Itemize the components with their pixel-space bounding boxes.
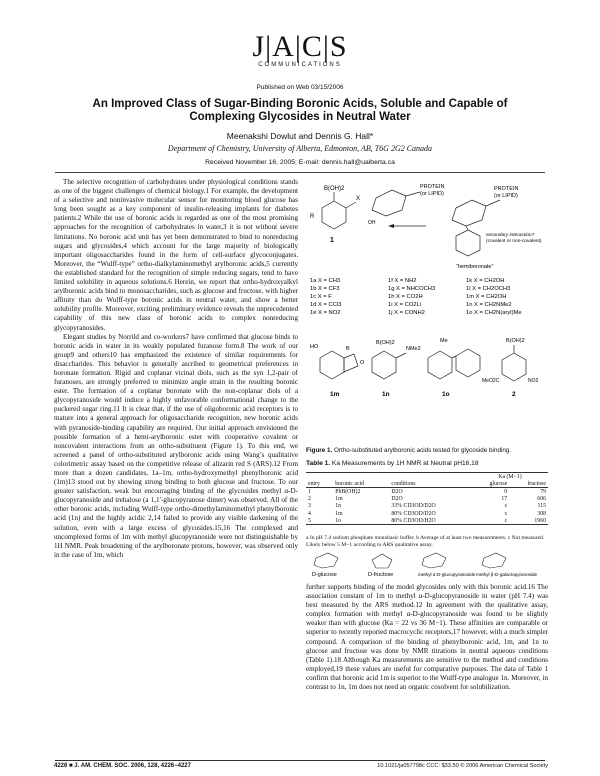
substituent-1d: 1d X = CCl3 (310, 302, 342, 308)
published-date: Published on Web 03/15/2006 (256, 84, 344, 91)
glucose-ring (314, 553, 338, 568)
sugar-scheme (306, 550, 548, 582)
sugar-label-glucose: D-glucose (312, 572, 337, 578)
col-header-boronic-acid: boronic acid (333, 480, 389, 488)
body-right-column (306, 583, 548, 692)
substituent-1n: 1n X = CH2NMe2 (466, 302, 512, 308)
figure-1 (306, 178, 548, 446)
compound-2-label: 2 (512, 391, 516, 398)
sugar-label-fructose: D-fructose (368, 572, 394, 578)
ka-header: Ka (M−1) (472, 473, 548, 481)
nme2-label: NMe2 (406, 346, 421, 352)
boronic-acid-label-2: B(OH)2 (506, 338, 525, 344)
received-line: Received November 16, 2005; E-mail: dennis.hall@ualberta.ca (205, 159, 395, 166)
substituent-1g: 1g X = NHCOCH3 (388, 286, 436, 292)
table-caption-text: Ka Measurements by 1H NMR at Neutral pH16,18 (331, 460, 479, 467)
me-label: Me (440, 338, 448, 344)
table-row: 3 1n 33% CD3OD/D2O c 115 (308, 503, 546, 510)
substituent-1a: 1a X = CH3 (310, 278, 341, 284)
hemiboronate-structure (452, 200, 500, 256)
figure-caption-text: Ortho-substituted arylboronic acids tested for glycoside binding. (334, 447, 512, 454)
methyl-glucopyranoside-ring (422, 553, 446, 568)
substituent-1c: 1c X = F (310, 294, 332, 300)
figure-caption-label: Figure 1. (306, 447, 333, 454)
glycoside-structure (372, 190, 420, 216)
paragraph: Elegant studies by Norrild and co-workers7 have confirmed that glucose binds to boronic acids in water in its weakly populated furanose form.8 The work of our group9 and others10 has emphasized the existence of similar requirements for disaccharides. This behavior is generally ascribed to geometrical preferences in boronate formation. Rigid and coplanar vicinal diols, such as the syn 1,2-pair of furanoses, are strongly preferred to minimize angle strain in the resulting boronic ester. The formation of a coplanar boronate with the non-coplanar diols of a glycopyranoside would induce a highly unfavorable conformational change to the puckered sugar ring.11 It is clear that, if the use of oligoboronic acid receptors is to mature into a general approach for oligosaccharide recognition, new boronic acids with pyranoside-binding capability are required. Our initial approach envisioned the possible formation of a hemi-arylboronic ester with cooperative covalent or noncovalent interactions from an ortho-substituent (Figure 1). To this end, we screened a panel of ortho-substituted arylboronic acids using Wang’s qualitative colorimetric assay based on the competitive release of alizarin red S (ARS).12 From more than a dozen candidates, 1a–1m, ortho-hydroxymethyl phenylboronic acid (1m)13 stood out by showing strong binding to both glucose and fructose. To our greater satisfaction, weak but encouraging binding of the glycosides methyl α-D-glucopyranoside and trehalose (a 1,1′-glucopyranose dimer) was observed. All of the other boronic acids, including Wulff-type ortho-dimethylaminomethyl phenylboronic acid (1n) and the highly acidic 2,14 failed to provide any visible darkening of the solution, even with a large excess of glycosides.15,16 The complexed and uncomplexed forms of 1m with methyl glucopyranoside were not distinguishable by 1H NMR. Peak broadening of the arylboronate protons, however, was observed only in the case of 1m, which (54, 332, 298, 559)
meo2c-label: MeO2C (482, 378, 500, 384)
lipid-label-1: (or LIPID) (420, 191, 444, 197)
col-header-conditions: conditions (389, 480, 472, 488)
o-atom-label: O (360, 360, 365, 366)
arrow-head (388, 224, 394, 228)
r-group-label: R (310, 214, 315, 220)
footer-doi: 10.1021/ja057798c CCC: $33.50 © 2006 American Chemical Society (377, 763, 548, 769)
substituent-1o: 1o X = CH2N(aryl)Me (466, 310, 522, 316)
compound-1o-label: 1o (442, 391, 450, 398)
sugar-label-methyl-galactopyranoside: methyl β-D-galactopyranoside (476, 572, 538, 577)
hemiboronate-label: “hemiboronate” (456, 264, 494, 270)
protein-label-1: PROTEIN (420, 184, 445, 190)
no2-label: NO2 (528, 378, 539, 384)
x-label: X (356, 196, 361, 202)
article-title: An Improved Class of Sugar-Binding Boronic Acids, Soluble and Capable of Complexing Glycosides in Neutral Water (92, 98, 508, 123)
journal-logo-subtitle: COMMUNICATIONS (258, 62, 342, 68)
table-caption-label: Table 1. (306, 460, 331, 467)
ho-label: HO (310, 344, 319, 350)
col-header-entry: entry (306, 480, 333, 488)
table-row: 1 PhB(OH)2 D2O 0 79 (308, 488, 546, 495)
substituent-1m: 1m X = CH2OH (466, 294, 507, 300)
b-atom-label: B (346, 346, 350, 352)
boronic-acid-label: B(OH)2 (324, 186, 345, 192)
fructose-ring (372, 554, 392, 568)
compound-1o-structure (428, 349, 480, 379)
col-header-fructose: fructose (509, 480, 548, 488)
substituent-1b: 1b X = CF3 (310, 286, 340, 292)
protein-label-2: PROTEIN (494, 186, 519, 192)
compound-1m-structure (320, 351, 358, 379)
compound-1n-label: 1n (382, 391, 390, 398)
compound-1m-label: 1m (330, 391, 340, 398)
journal-logo: J|A|C|S (252, 30, 348, 63)
compound-1-structure (322, 192, 356, 229)
boronic-acid-label-1n: B(OH)2 (376, 340, 395, 346)
col-header-glucose: glucose (472, 480, 509, 488)
paragraph: The selective recognition of carbohydrates under physiological conditions stands as one of the biggest challenges of chemical biology.1 For example, the development of a selective and noninvasive molecular sensor for monitoring blood glucose has long been sought as a key component of insulin-releasing implants for diabetes patients.2 While the use of boronic acids is regarded as one of the most promising approaches for the recognition of carbohydrates in water,3 it is not without severe limitations. No boronic acid unit has yet been demonstrated to bind to nonreducing sugars and glycosides,4 which account for the large majority of biologically important oligosaccharides found in the form of cell-surface glycoconjugates. Moreover, the “Wulff-type” ortho-dialkylaminomethyl arylboronic acids,5 currently the established standard for the recognition of simple reducing sugars, tend to have limited solubility in aqueous solutions.6 Herein, we report that ortho-hydroxyalkyl arylboronic acids bind to monosaccharides, such as glucose and fructose, with higher affinity than do Wulff-type boronic acids in neutral water, and show a better solubility profile. Moreover, exciting preliminary evidence reveals the unprecedented capability of this new class of boronic acids to complex nonreducing glycopyranosides. (54, 178, 298, 332)
substituent-1h: 1h X = CO2H (388, 294, 423, 300)
affiliation: Department of Chemistry, University of Alberta, Edmonton, AB, T6G 2G2 Canada (167, 144, 433, 153)
substituent-1i: 1i X = CO2Li (388, 302, 422, 308)
substituent-1f: 1f X = NH2 (388, 278, 417, 284)
compound-2-structure (502, 345, 526, 381)
body-left-column (54, 178, 298, 560)
secondary-interaction-label: secondary interaction? (486, 233, 535, 238)
table-footnote: a In pH 7.4 sodium phosphate monobasic buffer. b Average of at least two measurements. c Not measured. Likely below 5 M−1 according to ARS qualitative assay. (306, 535, 545, 548)
substituent-list (310, 278, 522, 316)
sugar-label-methyl-glucopyranoside: methyl α-D-glucopyranoside (418, 572, 476, 577)
table-row: 4 1m 80% CD3OD/D2O c 308 (308, 510, 546, 517)
footer-divider (55, 760, 545, 761)
lipid-label-2: (or LIPID) (494, 193, 518, 199)
substituent-1k: 1k X = CH2OH (466, 278, 505, 284)
header-divider (55, 172, 545, 173)
methyl-galactopyranoside-ring (482, 553, 506, 568)
footer-citation: 4226 ■ J. AM. CHEM. SOC. 2006, 128, 4226−4227 (54, 763, 191, 769)
table-1-caption (306, 460, 548, 467)
substituent-1j: 1j X = CONH2 (388, 310, 425, 316)
table-1 (306, 472, 548, 525)
substituent-1l: 1l X = CH2OCH3 (466, 286, 511, 292)
oh-label: OH (368, 220, 376, 226)
figure-1-caption (306, 447, 548, 454)
covalent-label: (covalent or non-covalent) (486, 239, 542, 244)
authors: Meenakshi Dowlut and Dennis G. Hall* (226, 131, 374, 141)
compound-1-label: 1 (330, 237, 334, 244)
paragraph: further supports binding of the model glycosides only with this boronic acid.16 The association constant of 1m to methyl α-D-glucopyranoside in water (pH 7.4) was best measured by the ARS method.12 In agreement with the qualitative assay, complex formation with methyl α-D-glucopyranoside was found to be slightly weaker than with glucose (Ka = 22 vs 36 M−1). These affinities are comparable or superior to recently reported macrocyclic receptors,17 however, with a much simpler compound. A comparison of the binding of phenylboronic acid, 1m, and 1n to glucose and fructose was done by NMR titrations in neutral aqueous conditions (Table 1).18 Although Ka measurements are sensitive to the method and conditions employed,19 these values are useful for comparative purposes. The data of Table 1 confirm that boronic acid 1m is superior to the Wulff-type analogue 1n. Moreover, in contrast to 1n, 1m does not need an organic cosolvent for solubilization. (306, 583, 548, 692)
compound-1n-structure (372, 351, 406, 379)
table-row: 5 1o 80% CD3OD/H2O c 1960 (308, 517, 546, 524)
substituent-1e: 1e X = NO2 (310, 310, 341, 316)
table-row: 2 1m D2O 17 606 (308, 496, 546, 503)
